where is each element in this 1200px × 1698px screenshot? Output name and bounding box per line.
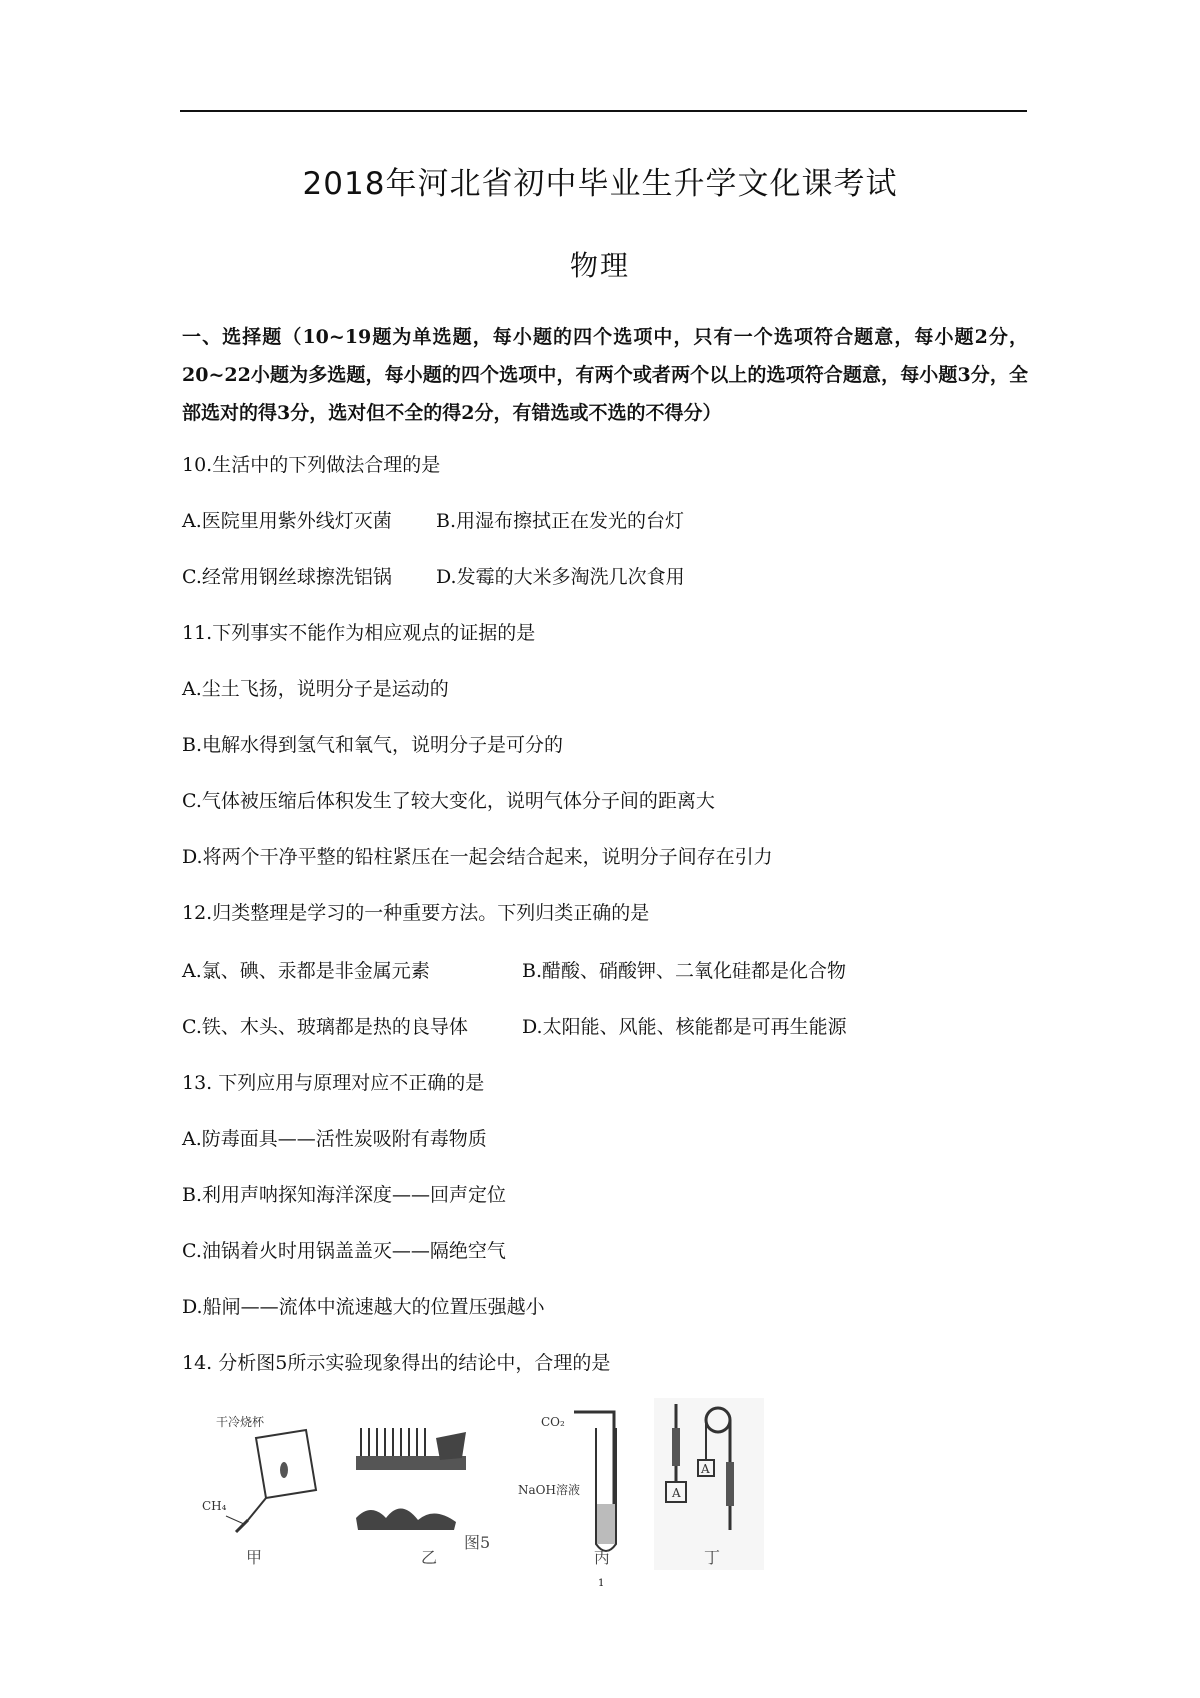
- weight-middle-label: A: [701, 1462, 710, 1476]
- top-rule: [180, 110, 1027, 112]
- q13-stem: 13. 下列应用与原理对应不正确的是: [182, 1072, 485, 1094]
- q12-option-d: D.太阳能、风能、核能都是可再生能源: [522, 1016, 847, 1038]
- q12-stem: 12.归类整理是学习的一种重要方法。下列归类正确的是: [182, 902, 650, 924]
- ch4-label: CH₄: [202, 1499, 227, 1513]
- section-instructions: 一、选择题（10~19题为单选题，每小题的四个选项中，只有一个选项符合题意，每小题2分，20~22小题为多选题，每小题的四个选项中，有两个或者两个以上的选项符合题意，每小题3分，全部选对的得3分，选对但不全的得2分，有错选或不选的不得分）: [182, 326, 1028, 424]
- q10-stem: 10.生活中的下列做法合理的是: [182, 454, 441, 476]
- q11-option-d: D.将两个干净平整的铅柱紧压在一起会结合起来，说明分子间存在引力: [182, 846, 773, 868]
- q10-option-c: C.经常用钢丝球擦洗铝锅: [182, 566, 392, 588]
- q12-option-c: C.铁、木头、玻璃都是热的良导体: [182, 1016, 468, 1038]
- q11-option-a: A.尘土飞扬，说明分子是运动的: [182, 678, 449, 700]
- subject-title: 物理: [569, 249, 630, 282]
- panel-yi-label: 乙: [421, 1548, 438, 1567]
- cold-glass-label: 干冷烧杯: [216, 1415, 265, 1429]
- page-mark: 1: [598, 1578, 605, 1589]
- q10-option-d: D.发霉的大米多淘洗几次食用: [436, 566, 685, 588]
- q14-stem: 14. 分析图5所示实验现象得出的结论中，合理的是: [182, 1352, 611, 1374]
- q11-stem: 11.下列事实不能作为相应观点的证据的是: [182, 622, 536, 644]
- figure-5: [196, 1398, 836, 1570]
- co2-label: CO₂: [541, 1415, 565, 1429]
- q10-option-a: A.医院里用紫外线灯灭菌: [182, 510, 392, 532]
- panel-yi-illustration: [356, 1428, 466, 1567]
- panel-bing-illustration: [518, 1412, 616, 1567]
- q13-option-c: C.油锅着火时用锅盖盖灭——隔绝空气: [182, 1240, 506, 1262]
- q13-option-d: D.船闸——流体中流速越大的位置压强越小: [182, 1296, 545, 1318]
- panel-jia-illustration: [202, 1414, 316, 1567]
- naoh-label: NaOH溶液: [518, 1483, 580, 1497]
- q11-option-c: C.气体被压缩后体积发生了较大变化，说明气体分子间的距离大: [182, 790, 715, 812]
- panel-ding-illustration: [654, 1398, 764, 1570]
- q13-option-b: B.利用声呐探知海洋深度——回声定位: [182, 1184, 507, 1206]
- q12-option-a: A.氯、碘、汞都是非金属元素: [182, 960, 430, 982]
- q10-option-b: B.用湿布擦拭正在发光的台灯: [436, 510, 685, 532]
- panel-ding-label: 丁: [704, 1548, 721, 1567]
- q12-option-b: B.醋酸、硝酸钾、二氧化硅都是化合物: [522, 960, 847, 982]
- q13-option-a: A.防毒面具——活性炭吸附有毒物质: [182, 1128, 487, 1150]
- figure-caption: 图5: [464, 1533, 491, 1552]
- exam-title: 2018年河北省初中毕业生升学文化课考试: [302, 166, 898, 202]
- panel-jia-label: 甲: [246, 1548, 263, 1567]
- panel-bing-label: 丙: [594, 1548, 611, 1567]
- weight-left-label: A: [672, 1486, 681, 1500]
- q11-option-b: B.电解水得到氢气和氧气，说明分子是可分的: [182, 734, 564, 756]
